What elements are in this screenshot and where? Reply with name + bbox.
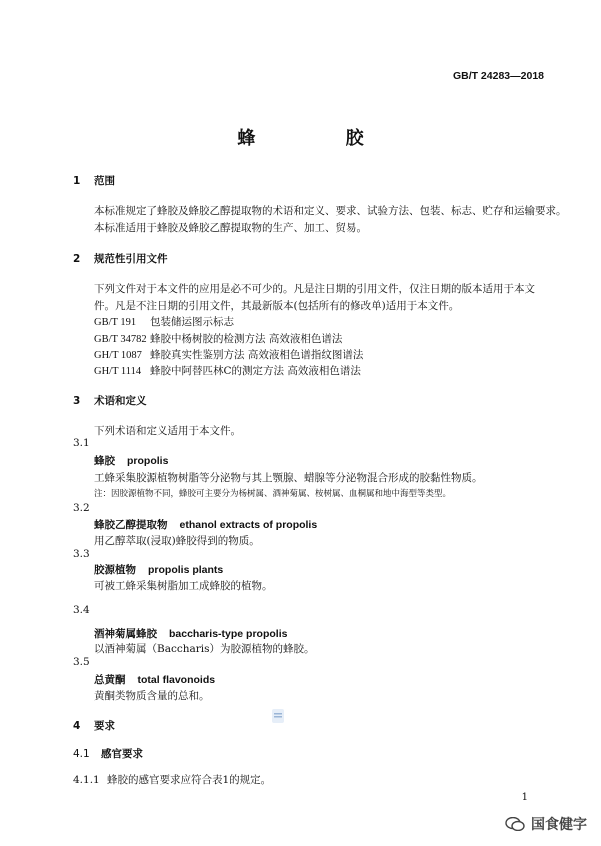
section-1-paragraph-1: 本标准规定了蜂胶及蜂胶乙醇提取物的术语和定义、要求、试验方法、包装、标志、贮存和运输要求。 — [94, 205, 567, 217]
term-definition: 黄酮类物质含量的总和。 — [94, 690, 210, 702]
section-number: 3 — [73, 395, 81, 407]
term-number: 3.1 — [73, 437, 90, 449]
section-3-heading — [73, 393, 147, 408]
term-zh: 胶源植物 — [94, 564, 136, 576]
term-zh: 蜂胶乙醇提取物 — [94, 519, 168, 531]
term-heading — [94, 562, 223, 577]
term-zh: 酒神菊属蜂胶 — [94, 628, 157, 640]
term-heading — [94, 453, 168, 468]
term-heading — [94, 672, 215, 687]
term-en: ethanol extracts of propolis — [179, 519, 318, 531]
subsection-4-1-1 — [73, 772, 271, 787]
section-title: 术语和定义 — [94, 395, 147, 407]
section-1-heading — [73, 173, 115, 188]
page-number: 1 — [521, 792, 528, 803]
term-note: 注：因胶源植物不同，蜂胶可主要分为杨树属、酒神菊属、桉树属、血桐属和地中海型等类型。 — [94, 489, 452, 499]
section-number: 2 — [73, 253, 81, 265]
reference-title: 包装储运图示标志 — [150, 316, 234, 328]
section-number: 1 — [73, 175, 81, 187]
section-title: 要求 — [94, 720, 115, 732]
term-number: 3.5 — [73, 656, 90, 668]
term-number: 3.4 — [73, 604, 90, 616]
term-heading — [94, 517, 317, 532]
term-number: 3.2 — [73, 502, 90, 514]
section-1-paragraph-2: 本标准适用于蜂胶及蜂胶乙醇提取物的生产、加工、贸易。 — [94, 222, 367, 234]
document-title: 蜂 胶 — [237, 128, 406, 149]
section-title: 范围 — [94, 175, 115, 187]
reference-code: GH/T 1114 — [94, 366, 142, 377]
term-en: propolis — [127, 455, 169, 467]
reference-title: 蜂胶中阿替匹林C的测定方法 高效液相色谱法 — [150, 365, 361, 377]
standard-code: GB/T 24283—2018 — [452, 70, 544, 82]
reference-code: GH/T 1087 — [94, 350, 142, 361]
reference-item — [94, 347, 363, 362]
section-2-heading — [73, 251, 168, 266]
reference-title: 蜂胶真实性鉴别方法 高效液相色谱指纹图谱法 — [150, 349, 364, 361]
subsection-number: 4.1 — [73, 748, 90, 760]
wechat-icon — [505, 817, 525, 831]
term-zh: 总黄酮 — [94, 674, 126, 686]
reference-item — [94, 331, 342, 346]
section-number: 4 — [73, 720, 81, 732]
section-3-intro: 下列术语和定义适用于本文件。 — [94, 425, 241, 437]
subsection-text: 蜂胶的感官要求应符合表1的规定。 — [107, 774, 272, 786]
term-heading — [94, 626, 287, 641]
term-en: baccharis-type propolis — [169, 628, 288, 640]
term-number: 3.3 — [73, 548, 90, 560]
page-mark-icon — [271, 708, 285, 724]
subsection-number: 4.1.1 — [73, 774, 100, 786]
section-2-paragraph-line-1: 下列文件对于本文件的应用是必不可少的。凡是注日期的引用文件，仅注日期的版本适用于本文 — [94, 283, 535, 295]
reference-code: GB/T 191 — [94, 317, 137, 328]
term-definition: 以酒神菊属（Baccharis）为胶源植物的蜂胶。 — [94, 643, 315, 655]
watermark — [505, 814, 587, 834]
subsection-title: 感官要求 — [101, 748, 143, 760]
term-definition: 工蜂采集胶源植物树脂等分泌物与其上颚腺、蜡腺等分泌物混合形成的胶黏性物质。 — [94, 472, 483, 484]
watermark-text: 国食健字 — [531, 817, 587, 833]
term-definition: 可被工蜂采集树脂加工成蜂胶的植物。 — [94, 580, 273, 592]
term-definition: 用乙醇萃取(浸取)蜂胶得到的物质。 — [94, 535, 260, 547]
term-en: total flavonoids — [137, 674, 216, 686]
reference-item — [94, 363, 361, 378]
reference-title: 蜂胶中杨树胶的检测方法 高效液相色谱法 — [150, 333, 343, 345]
term-en: propolis plants — [148, 564, 224, 576]
section-4-heading — [73, 718, 115, 733]
section-2-paragraph-line-2: 件。凡是不注日期的引用文件，其最新版本(包括所有的修改单)适用于本文件。 — [94, 300, 460, 312]
subsection-4-1-heading — [73, 746, 143, 761]
term-zh: 蜂胶 — [94, 455, 115, 467]
section-title: 规范性引用文件 — [94, 253, 168, 265]
reference-code: GB/T 34782 — [94, 334, 147, 345]
reference-item — [94, 314, 234, 329]
